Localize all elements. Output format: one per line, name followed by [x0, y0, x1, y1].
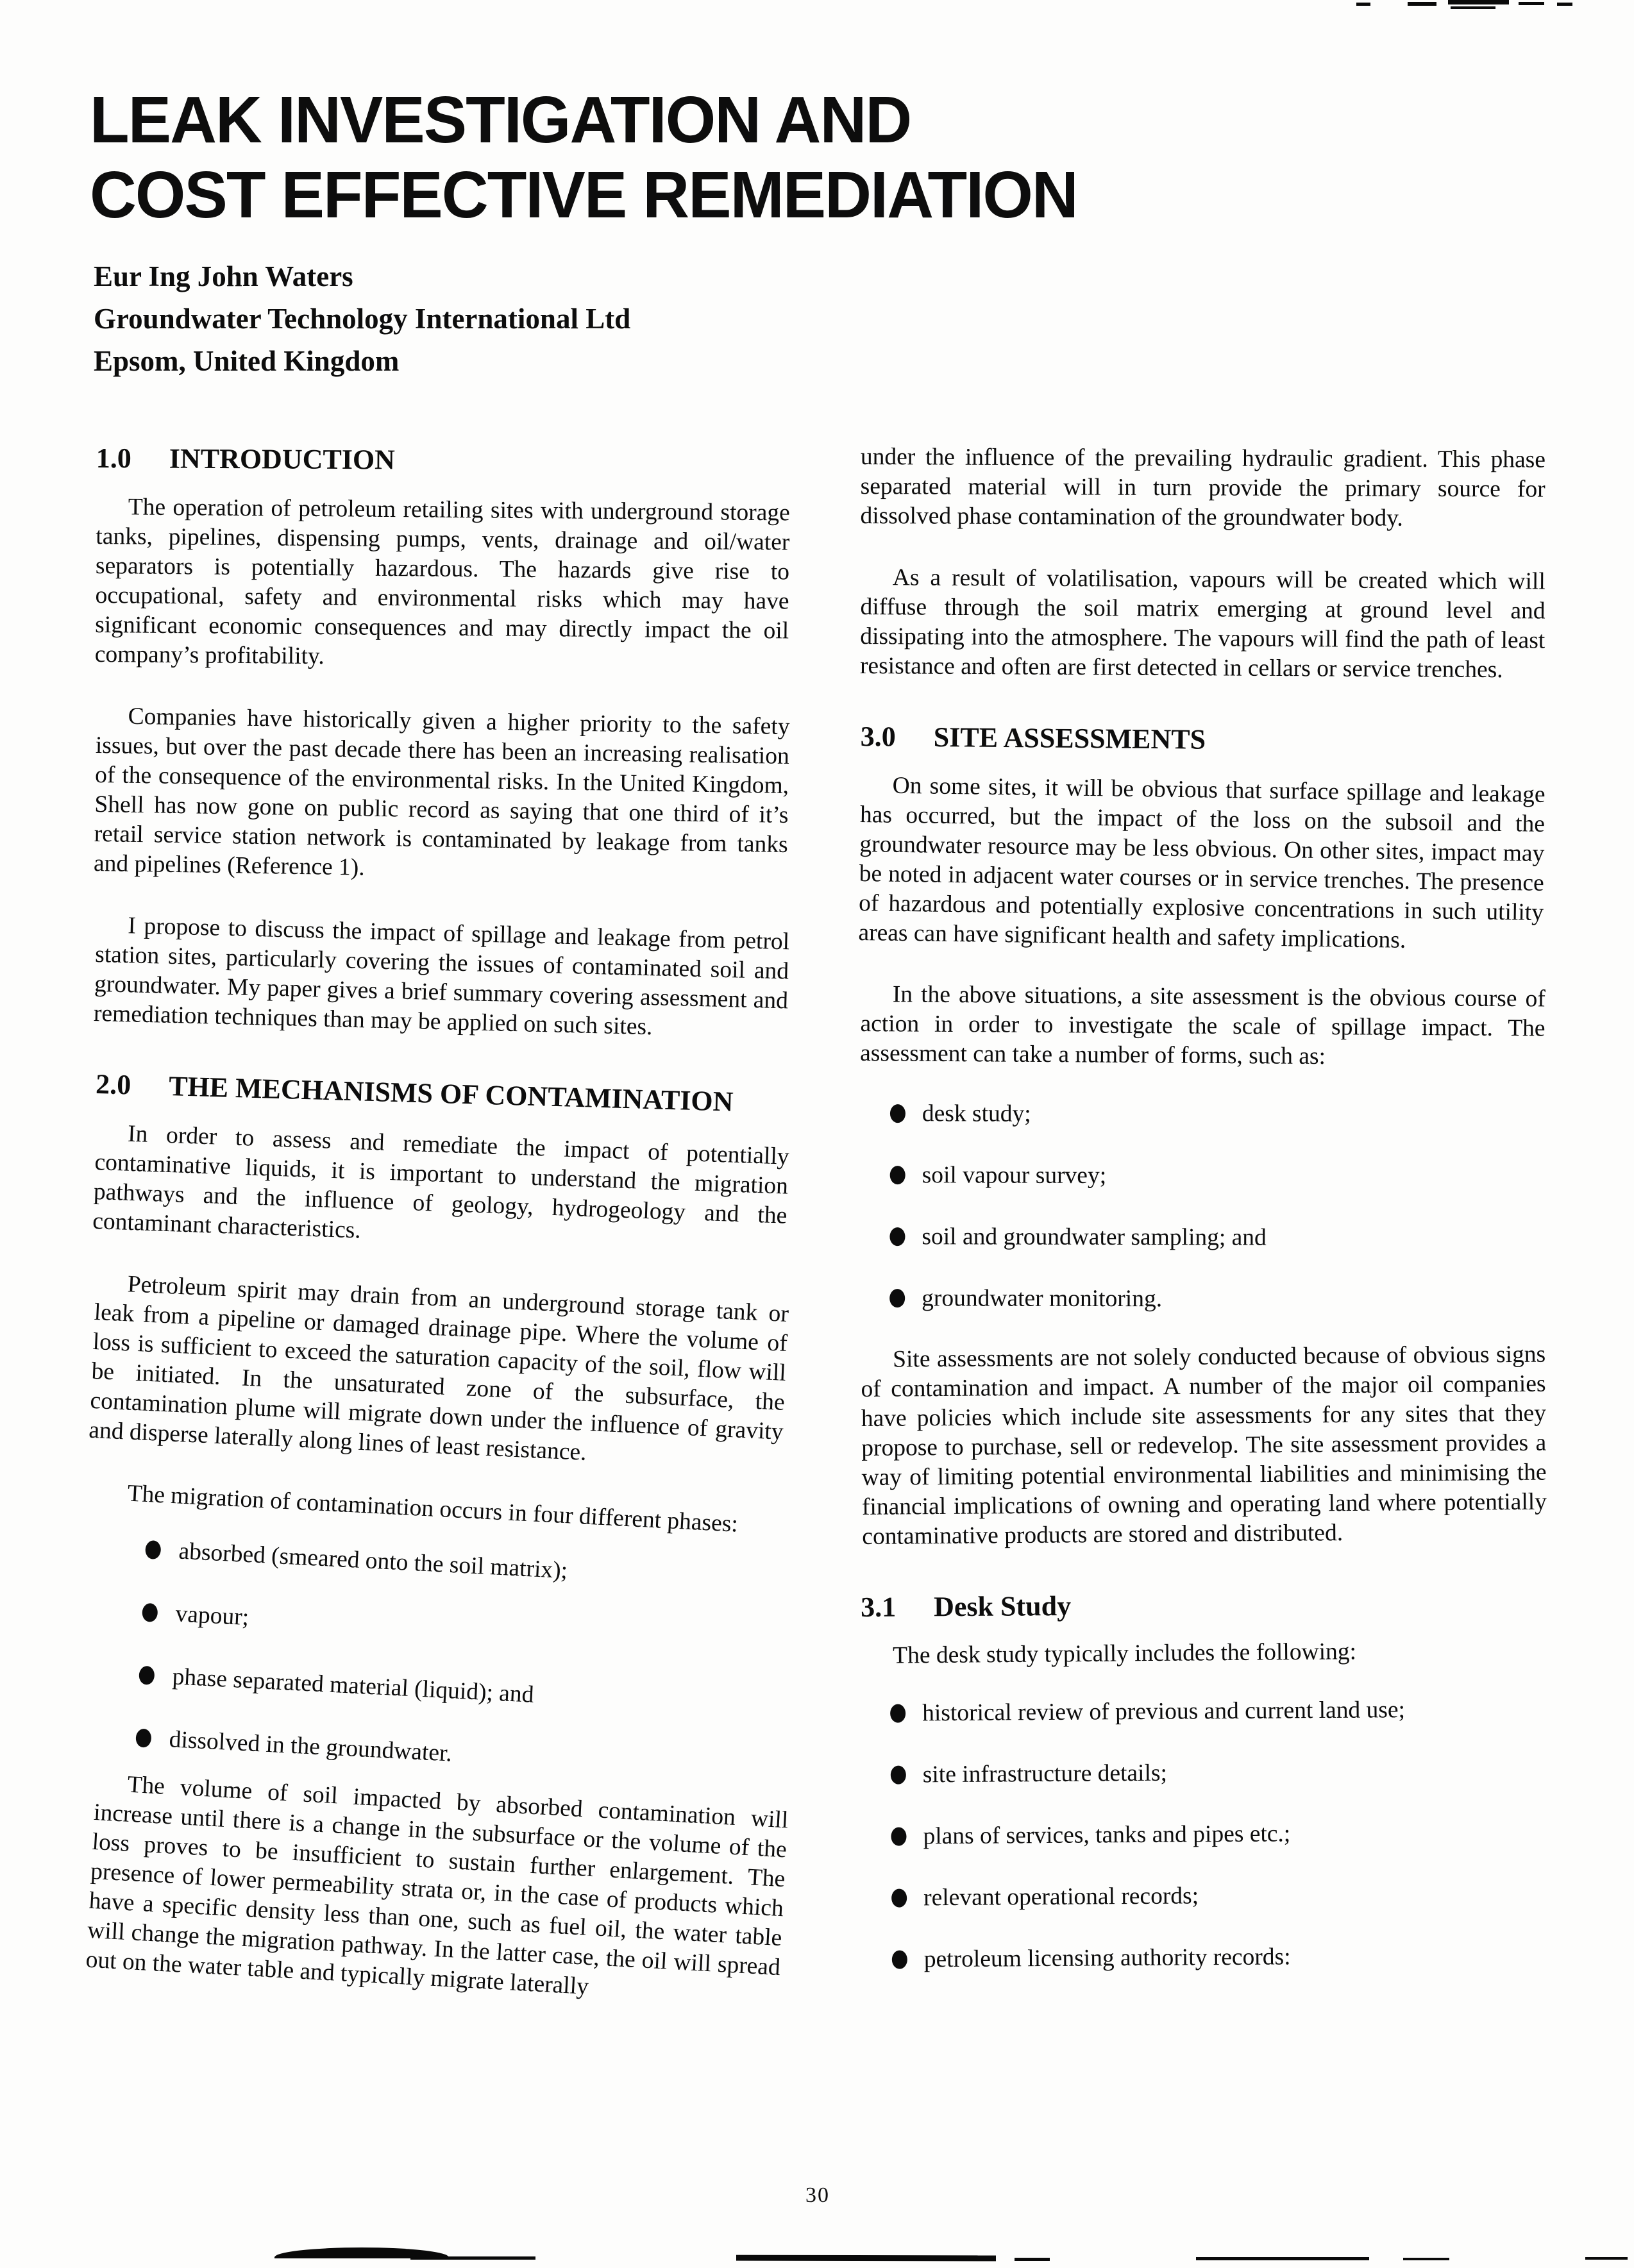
scan-artifact-top-dash-5 — [1519, 2, 1544, 5]
scan-artifact-top-dash-4 — [1451, 6, 1495, 9]
paragraph-continuation: under the influence of the prevailing hydraulic gradient. This phase separated material will in turn provide the primary source for dissolved phase contamination of the groundwater body. — [860, 444, 1546, 532]
bullet-dot-icon — [889, 1289, 905, 1307]
section-title: INTRODUCTION — [169, 442, 396, 476]
section-number: 2.0 — [95, 1068, 131, 1101]
bullet-dot-icon — [891, 1889, 907, 1908]
bullet-text: historical review of previous and current land use; — [922, 1697, 1406, 1727]
list-item — [861, 1695, 1546, 1729]
bullet-text: soil and groundwater sampling; and — [922, 1223, 1267, 1251]
section-title: THE MECHANISMS OF CONTAMINATION — [168, 1070, 734, 1118]
bullet-text: desk study; — [922, 1100, 1031, 1127]
list-item — [860, 1222, 1545, 1254]
list-item — [863, 1941, 1547, 1975]
bullet-text: relevant operational records; — [923, 1883, 1199, 1911]
bullet-text: plans of services, tanks and pipes etc.; — [923, 1820, 1291, 1850]
author-name: Eur Ing John Waters — [94, 260, 353, 292]
bullet-dot-icon — [891, 1766, 906, 1785]
scan-artifact-top-dash-2 — [1408, 2, 1436, 6]
list-item — [88, 1658, 783, 1723]
bullet-dot-icon — [890, 1704, 905, 1723]
paragraph: I propose to discuss the impact of spillage and leakage from petrol station sites, particularly covering the issues of contaminated soil and groundwater. My paper gives a brief summary covering assessment and remediation techniques than may be applied on such sites. — [93, 912, 790, 1041]
paragraph: On some sites, it will be obvious that surface spillage and leakage has occurred, but the impact of the loss on the subsoil and the groundwater resource may be less obvious. On other sites, impact may be noted in adjacent water courses or in service trenches. The presence of hazardous and potentially explosive concentrations in such utility areas can have significant health and safety implications. — [858, 772, 1546, 953]
section-heading-mechanisms — [96, 1068, 790, 1120]
list-item — [95, 1533, 789, 1597]
section-heading-introduction — [96, 442, 790, 478]
list-item — [861, 1818, 1546, 1852]
assessment-bullet-list — [860, 1099, 1546, 1315]
bullet-dot-icon — [890, 1104, 905, 1123]
page-number: 30 — [805, 2183, 830, 2207]
section-heading-desk-study — [861, 1587, 1546, 1624]
paragraph: The desk study typically includes the following: — [893, 1638, 1357, 1669]
left-column — [85, 442, 790, 2000]
paragraph: In order to assess and remediate the impact of potentially contaminative liquids, it is important to understand the migration pathways and the influence of geology, hydrogeology and the contaminant characteristics. — [92, 1120, 790, 1244]
bullet-dot-icon — [145, 1540, 161, 1559]
bullet-text: vapour; — [174, 1600, 250, 1631]
list-item — [861, 1161, 1546, 1192]
scan-artifact-top-dash-6 — [1557, 3, 1572, 6]
scan-artifact-top-dash-3 — [1448, 0, 1509, 4]
scan-artifact-bottom-line-2 — [736, 2255, 996, 2262]
paper-title — [90, 82, 1077, 232]
paragraph: Companies have historically given a higher priority to the safety issues, but over the past decade there has been an increasing realisation of the consequence of the environmental risks. In the United Kingdom, Shell has now gone on public record as saying that one third of it’s retail service station network is contaminated by leakage from tanks and pipelines (Reference 1). — [93, 703, 790, 881]
list-item — [861, 1756, 1546, 1790]
paragraph: As a result of volatilisation, vapours will be created which will diffuse through the soil matrix emerging at ground level and dissipating into the atmosphere. The vapours will find the path of least resistance and often are first detected in cellars or service trenches. — [859, 564, 1546, 684]
bullet-dot-icon — [890, 1166, 905, 1184]
bullet-text: soil vapour survey; — [922, 1162, 1107, 1189]
scan-artifact-bottom-line-3 — [1015, 2258, 1050, 2261]
section-heading-site-assessments — [861, 721, 1546, 759]
paragraph: The migration of contamination occurs in four different phases: — [126, 1480, 739, 1538]
bullet-text: phase separated material (liquid); and — [171, 1663, 535, 1708]
bullet-text: groundwater monitoring. — [922, 1285, 1163, 1313]
paragraph: Petroleum spirit may drain from an underground storage tank or leak from a pipeline or damaged drainage pipe. Where the volume of loss is sufficient to exceed the saturation capacity of the soil, flow will be initiated. In the unsaturated zone of the subsurface, the contamination plume will migrate down under the influence of gravity and disperse laterally along lines of least resistance. — [88, 1271, 789, 1466]
paragraph: The volume of soil impacted by absorbed contamination will increase until there is a change in the subsurface or the volume of the loss proves to be insufficient to sustain further enlargement. The presence of lower permeability strata or, in the case of products which have a specific density less than one, such as fuel oil, the water table will change the migration pathway. In the latter case, the oil will spread out on the water table and typically migrate laterally — [85, 1771, 789, 2000]
section-number: 3.1 — [861, 1591, 897, 1623]
paper-title-line-1: LEAK INVESTIGATION AND — [90, 83, 911, 156]
bullet-dot-icon — [891, 1827, 906, 1846]
section-title: Desk Study — [933, 1590, 1072, 1623]
bullet-text: absorbed (smeared onto the soil matrix); — [178, 1538, 569, 1584]
list-item — [862, 1879, 1547, 1913]
author-block — [94, 255, 630, 382]
bullet-dot-icon — [892, 1951, 907, 1969]
scan-artifact-bottom-line-4 — [1196, 2257, 1369, 2260]
scan-artifact-bottom-dash-2 — [1585, 2257, 1628, 2260]
bullet-dot-icon — [889, 1227, 905, 1246]
section-number: 3.0 — [860, 721, 896, 753]
author-location: Epsom, United Kingdom — [94, 345, 400, 377]
right-column — [858, 442, 1547, 1975]
desk-study-bullet-list — [861, 1695, 1547, 1975]
bullet-text: site infrastructure details; — [922, 1760, 1168, 1788]
scan-artifact-top-dash-1 — [1356, 3, 1370, 6]
paragraph: In the above situations, a site assessment is the obvious course of action in order to investigate the scale of spillage impact. The assessment can take a number of forms, such as: — [860, 981, 1546, 1070]
scan-artifact-bottom-dash-1 — [1403, 2258, 1449, 2260]
section-title: SITE ASSESSMENTS — [933, 721, 1206, 755]
bullet-text: petroleum licensing authority records: — [923, 1944, 1291, 1973]
paragraph: Site assessments are not solely conducted because of obvious signs of contamination and impact. A number of the major oil companies have policies which include site assessments for any sites that they propose to purchase, sell or redevelop. The site assessment provides a way of limiting potential environmental liabilities and minimising the financial implications of owning and operating land where potentially contaminative products are stored and distributed. — [861, 1341, 1547, 1550]
paragraph: The operation of petroleum retailing sites with underground storage tanks, pipelines, dispensing pumps, vents, drainage and oil/water separators is potentially hazardous. The hazards give rise to occupational, safety and environmental risks which may have significant economic consequences and may directly impact the oil company’s profitability. — [94, 494, 790, 670]
bullet-dot-icon — [135, 1729, 151, 1748]
bullet-dot-icon — [142, 1603, 158, 1622]
author-company: Groundwater Technology International Ltd — [94, 303, 631, 335]
list-item — [860, 1284, 1545, 1315]
phase-bullet-list — [85, 1533, 789, 1785]
list-item — [92, 1595, 786, 1660]
bullet-text: dissolved in the groundwater. — [168, 1726, 453, 1767]
list-item — [861, 1099, 1546, 1130]
paper-title-line-2: COST EFFECTIVE REMEDIATION — [90, 158, 1077, 231]
section-number: 1.0 — [96, 442, 131, 475]
bullet-dot-icon — [139, 1666, 155, 1685]
scan-artifact-bottom-line-1 — [410, 2256, 535, 2260]
